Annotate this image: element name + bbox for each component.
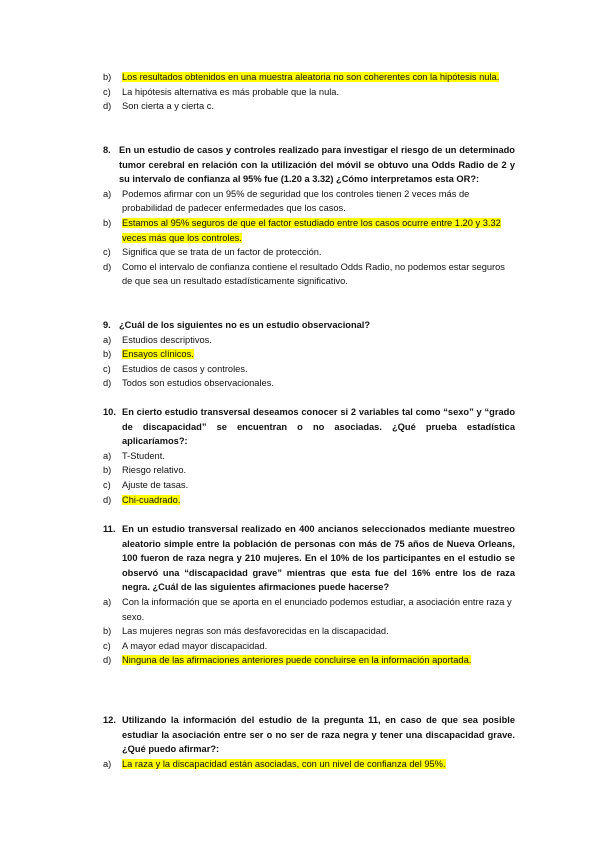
q7-option-b: b) Los resultados obtenidos en una muestra aleatoria no son coherentes con la hipótesis nula. — [103, 72, 500, 82]
q10-option-c: c) Ajuste de tasas. — [103, 479, 189, 490]
q11-option-c: c) A mayor edad mayor discapacidad. — [103, 640, 268, 651]
q11-option-a: a) Con la información que se aporta en el enunciado podemos estudiar, a asociación entre raza y sexo. — [103, 596, 512, 622]
q8-stem: 8. En un estudio de casos y controles realizado para investigar el riesgo de un determinado tumor cerebral en relación con la utilización del móvil se obtuvo una Odds Radio de 2 y su intervalo de confianza al 95% fue (1.20 a 3.32) ¿Cómo interpretamos esta OR?: — [103, 145, 515, 185]
question-10 — [103, 405, 515, 507]
question-8 — [103, 143, 515, 289]
q11-option-d: d) Ninguna de las afirmaciones anteriores puede concluirse en la información aportada. — [103, 655, 472, 666]
question-7-continuation — [103, 70, 515, 114]
q10-option-b: b) Riesgo relativo. — [103, 465, 187, 476]
q10-option-a: a) T-Student. — [103, 450, 165, 461]
q9-option-b: b) Ensayos clínicos. — [103, 349, 194, 360]
q11-option-b: b) Las mujeres negras son más desfavorecidas en la discapacidad. — [103, 626, 389, 637]
q8-option-d: d) Como el intervalo de confianza contiene el resultado Odds Radio, no podemos estar seguros de que sea un resultado estadísticamente significativo. — [103, 261, 505, 287]
question-12 — [103, 713, 515, 771]
q7-option-c: c) La hipótesis alternativa es más probable que la nula. — [103, 86, 340, 97]
q9-option-c: c) Estudios de casos y controles. — [103, 363, 248, 374]
q7-option-d: d) Son cierta a y cierta c. — [103, 101, 214, 112]
q12-option-a: a) La raza y la discapacidad están asociadas, con un nivel de confianza del 95%. — [103, 758, 446, 769]
question-9 — [103, 318, 515, 391]
question-11 — [103, 522, 515, 668]
q10-option-d: d) Chi-cuadrado. — [103, 494, 181, 505]
q8-option-a: a) Podemos afirmar con un 95% de seguridad que los controles tienen 2 veces más de probabilidad de padecer enfermedades que los casos. — [103, 188, 470, 214]
q8-option-c: c) Significa que se trata de un factor de protección. — [103, 247, 322, 258]
q11-stem: 11. En un estudio transversal realizado en 400 ancianos seleccionados mediante muestreo aleatorio simple entre la población de personas con más de 75 años de Nueva Orleans, 100 fueron de raza negra y 210 mujeres. En el 10% de los participantes en el estudio se observó una “discapacidad grave” mientras que esta fue del 16% entre los de raza negra. ¿Cuál de las siguientes afirmaciones puede hacerse? — [103, 524, 515, 593]
q10-stem: 10. En cierto estudio transversal deseamos conocer si 2 variables tal como “sexo” y “grado de discapacidad” se encuentran o no asociadas. ¿Qué prueba estadística aplicaríamos?: — [103, 407, 515, 447]
q9-stem: 9. ¿Cuál de los siguientes no es un estudio observacional? — [103, 320, 371, 330]
q8-option-b: b) Estamos al 95% seguros de que el factor estudiado entre los casos ocurre entre 1.20 y 3.32 veces más que los controles. — [103, 217, 501, 243]
q12-stem: 12. Utilizando la información del estudio de la pregunta 11, en caso de que sea posible estudiar la asociación entre ser o no ser de raza negra y tener una discapacidad grave. ¿Qué puedo afirmar?: — [103, 715, 515, 755]
q9-option-a: a) Estudios descriptivos. — [103, 334, 212, 345]
q9-option-d: d) Todos son estudios observacionales. — [103, 378, 274, 389]
